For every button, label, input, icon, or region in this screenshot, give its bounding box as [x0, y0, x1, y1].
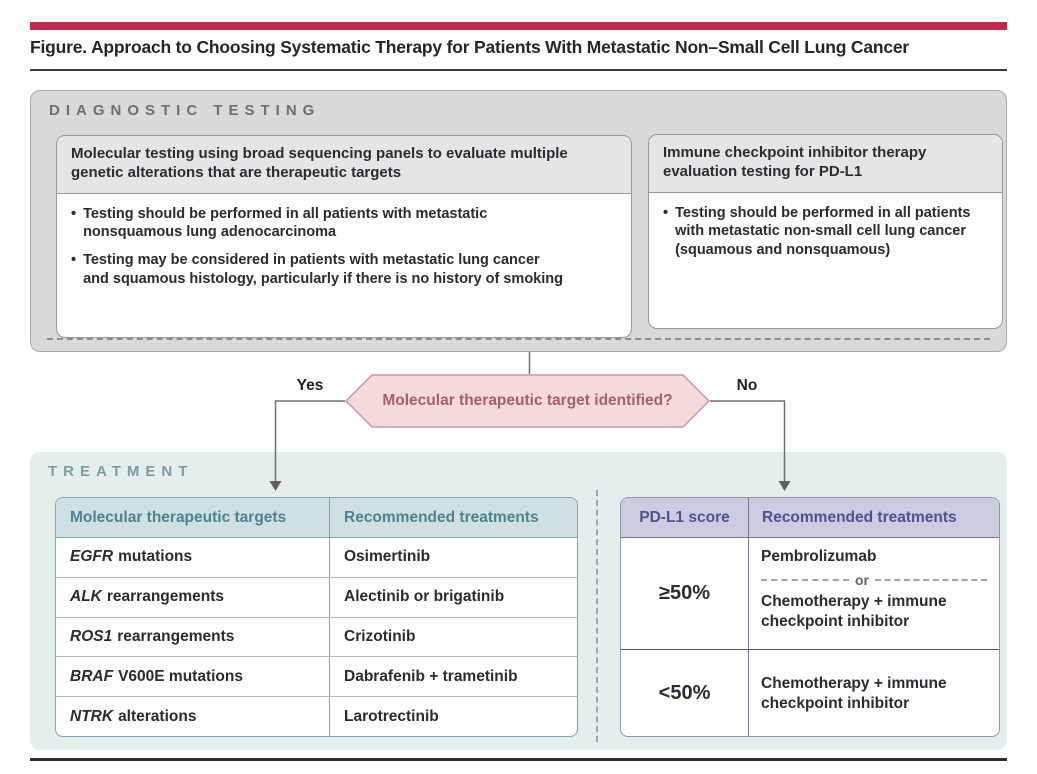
- recommended-treatment: Crizotinib: [344, 627, 416, 645]
- list-item: [71, 205, 617, 243]
- table-row: [56, 657, 577, 697]
- column-header: Molecular therapeutic targets: [56, 498, 330, 537]
- or-separator: [761, 573, 987, 587]
- table-header-row: [621, 498, 999, 538]
- column-header: Recommended treatments: [762, 508, 957, 526]
- dash-line: [761, 579, 849, 581]
- table-row: [56, 578, 577, 618]
- pdl1-testing-box: [648, 134, 1003, 329]
- molecular-testing-box-body: [57, 194, 631, 309]
- alteration-type: rearrangements: [117, 627, 235, 645]
- gene-symbol: EGFR: [70, 548, 114, 566]
- table-row: [56, 538, 577, 578]
- recommended-treatment: Larotrectinib: [344, 708, 439, 726]
- decision-question: Molecular therapeutic target identified?: [382, 392, 673, 409]
- table-row: [56, 618, 577, 658]
- treatment-section-label: TREATMENT: [48, 463, 194, 480]
- alteration-type: mutations: [118, 548, 193, 566]
- pdl1-testing-box-body: [649, 193, 1002, 281]
- column-header: PD-L1 score: [621, 498, 749, 537]
- gene-symbol: ROS1: [70, 627, 113, 645]
- table-row: [621, 650, 999, 737]
- table-row: [56, 697, 577, 737]
- table-row: [621, 538, 999, 650]
- treatment-tables-dashed-divider: [596, 490, 598, 742]
- gene-symbol: ALK: [70, 588, 102, 606]
- recommended-treatment: Alectinib or brigatinib: [344, 588, 505, 606]
- alteration-type: rearrangements: [106, 588, 225, 606]
- recommended-treatment: Dabrafenib + trametinib: [344, 667, 518, 685]
- bullet-text: Testing may be considered in patients with metastatic lung cancer and squamous histology, particularly if there is no history of smoking: [83, 252, 563, 288]
- molecular-testing-box: [56, 135, 632, 338]
- recommended-treatment: Chemotherapy + immune checkpoint inhibitor: [761, 592, 947, 630]
- recommended-treatment: Osimertinib: [344, 548, 431, 566]
- bullet-icon: •: [71, 205, 77, 222]
- pdl1-score-table: [620, 497, 1000, 737]
- diagnostic-section-label: DIAGNOSTIC TESTING: [49, 102, 321, 119]
- top-accent-bar: [30, 22, 1007, 30]
- no-branch-label: No: [736, 377, 758, 394]
- gene-symbol: BRAF: [70, 667, 114, 685]
- gene-symbol: NTRK: [70, 708, 114, 726]
- bullet-icon: •: [663, 204, 669, 221]
- column-header: Recommended treatments: [344, 508, 539, 526]
- dash-line: [875, 579, 987, 581]
- bullet-icon: •: [71, 252, 77, 269]
- bullet-text: Testing should be performed in all patients with metastatic nonsquamous lung adenocarcinoma: [83, 205, 488, 241]
- bottom-divider: [30, 758, 1007, 761]
- pdl1-score-value: <50%: [621, 650, 749, 737]
- title-divider: [30, 69, 1007, 71]
- figure-title: Figure. Approach to Choosing Systematic Therapy for Patients With Metastatic Non–Small Cell Lung Cancer: [30, 37, 910, 57]
- treatment-section: [30, 452, 1007, 750]
- or-label: or: [855, 571, 869, 588]
- bullet-text: Testing should be performed in all patients with metastatic non-small cell lung cancer (squamous and nonsquamous): [675, 204, 971, 259]
- diagnostic-testing-section: [30, 90, 1007, 352]
- pdl1-testing-box-header: Immune checkpoint inhibitor therapy evaluation testing for PD-L1: [649, 135, 1002, 193]
- table-header-row: [56, 498, 577, 538]
- molecular-testing-box-header: Molecular testing using broad sequencing panels to evaluate multiple genetic alterations that are therapeutic targets: [57, 136, 631, 194]
- molecular-targets-table: [55, 497, 578, 737]
- recommended-treatment: Chemotherapy + immune checkpoint inhibitor: [761, 674, 947, 712]
- alteration-type: V600E mutations: [118, 667, 243, 685]
- pdl1-score-value: ≥50%: [621, 538, 749, 649]
- yes-branch-label: Yes: [296, 377, 324, 394]
- diagnostic-dashed-divider: [47, 338, 990, 340]
- list-item: [663, 204, 988, 261]
- alteration-type: alterations: [118, 708, 197, 726]
- recommended-treatment: Pembrolizumab: [761, 548, 877, 565]
- list-item: [71, 251, 617, 289]
